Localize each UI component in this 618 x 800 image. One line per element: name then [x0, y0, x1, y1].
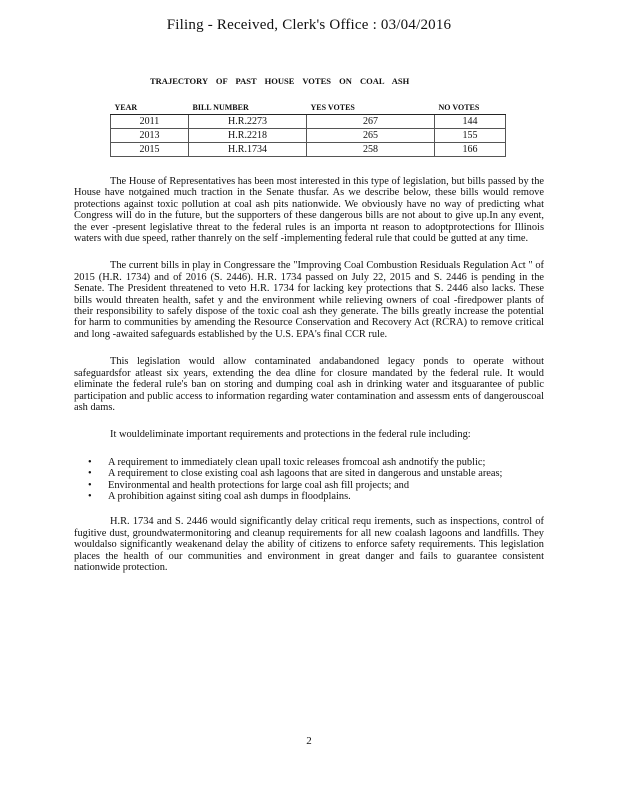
bullet-icon: •: [88, 490, 92, 502]
cell-no-votes: 166: [435, 143, 506, 157]
table-row: [111, 129, 506, 143]
list-intro: It wouldeliminate important requirements and protections in the federal rule including:: [110, 429, 471, 441]
cell-bill-number: H.R.2218: [189, 129, 307, 143]
list-item: [88, 468, 544, 480]
bullet-icon: •: [88, 468, 92, 480]
table-row: [111, 115, 506, 129]
column-header-no-votes: NO VOTES: [435, 101, 506, 115]
list-item-text: A requirement to close existing coal ash lagoons that are sited in dangerous and unstable areas;: [108, 468, 503, 480]
list-item: [88, 479, 544, 491]
cell-yes-votes: 265: [307, 129, 435, 143]
paragraph-house-interest: The House of Representatives has been most interested in this type of legislation, but bills passed by the House have notgained much traction in the Senate thusfar. As we describe below, these bills would remove protections against toxic pollution at coal ash pits nationwide. We obviously have no way of predicting what Congress will do in the future, but the supporters of these dangerous bills are not about to give up.In any event, the ever -present legislative threat to the federal rules is an importa nt reason to adoptprotections for Illinois waters with due speed, rather thanrely on the self -implementing federal rule that could be gutted at any time.: [74, 176, 544, 245]
bullet-icon: •: [88, 479, 92, 491]
column-header-year: YEAR: [111, 101, 189, 115]
cell-year: 2015: [111, 143, 189, 157]
list-item: [88, 490, 544, 502]
paragraph-current-bills: The current bills in play in Congressare the "Improving Coal Combustion Residuals Regulation Act " of 2015 (H.R. 1734) and of 2016 (S. 2446). H.R. 1734 passed on July 22, 2015 and S. 2446 is pending in the Senate. The President threatened to veto H.R. 1734 for lacking key protections that S. 2446 also lacks. These bills would threaten health, safet y and the environment while relieving owners of coal -firedpower plants of their responsibility to safely dispose of the toxic coal ash they generate. The bills greatly increase the potential for harm to communities by amending the Resource Conservation and Recovery Act (RCRA) to remove critical and long -awaited safeguards established by the U.S. EPA's final CCR rule.: [74, 260, 544, 340]
cell-bill-number: H.R.1734: [189, 143, 307, 157]
column-header-bill-number: BILL NUMBER: [189, 101, 307, 115]
cell-no-votes: 144: [435, 115, 506, 129]
house-votes-table: [110, 101, 506, 157]
paragraph-legislation-effects: This legislation would allow contaminated andabandoned legacy ponds to operate without safeguardsfor atleast six years, extending the dea dline for closure mandated by the federal rule. It would eliminate the federal rule's ban on storing and dumping coal ash in drinking water and itsguarantee of public participation and public access to information regarding water contamination and assessm ents of dangerouscoal ash dams.: [74, 356, 544, 413]
list-item-text: A requirement to immediately clean upall toxic releases fromcoal ash andnotify the public;: [108, 456, 486, 468]
cell-year: 2011: [111, 115, 189, 129]
filing-stamp-header: Filing - Received, Clerk's Office : 03/04/2016: [166, 17, 452, 33]
cell-yes-votes: 267: [307, 115, 435, 129]
paragraph-closing: H.R. 1734 and S. 2446 would significantly delay critical requ irements, such as inspections, control of fugitive dust, groundwatermonitoring and cleanup requirements for all new coalash lagoons and landfills. They wouldalso significantly weakenand delay the ability of citizens to enforce safety requirements. This legislation places the health of our communities and environment in great danger and fails to guarantee consistent nationwide protection.: [74, 516, 544, 573]
bullet-icon: •: [88, 456, 92, 468]
cell-no-votes: 155: [435, 129, 506, 143]
requirements-list: [74, 457, 544, 503]
page-number: 2: [306, 735, 312, 747]
list-item-text: Environmental and health protections for large coal ash fill projects; and: [108, 479, 410, 491]
table-header-row: [111, 101, 506, 115]
cell-bill-number: H.R.2273: [189, 115, 307, 129]
column-header-yes-votes: YES VOTES: [307, 101, 435, 115]
list-item-text: A prohibition against siting coal ash dumps in floodplains.: [108, 490, 351, 502]
table-title: TRAJECTORY OF PAST HOUSE VOTES ON COAL ASH: [150, 76, 410, 86]
cell-year: 2013: [111, 129, 189, 143]
list-item: [88, 456, 544, 468]
table-row: [111, 143, 506, 157]
cell-yes-votes: 258: [307, 143, 435, 157]
document-body: [74, 176, 544, 589]
